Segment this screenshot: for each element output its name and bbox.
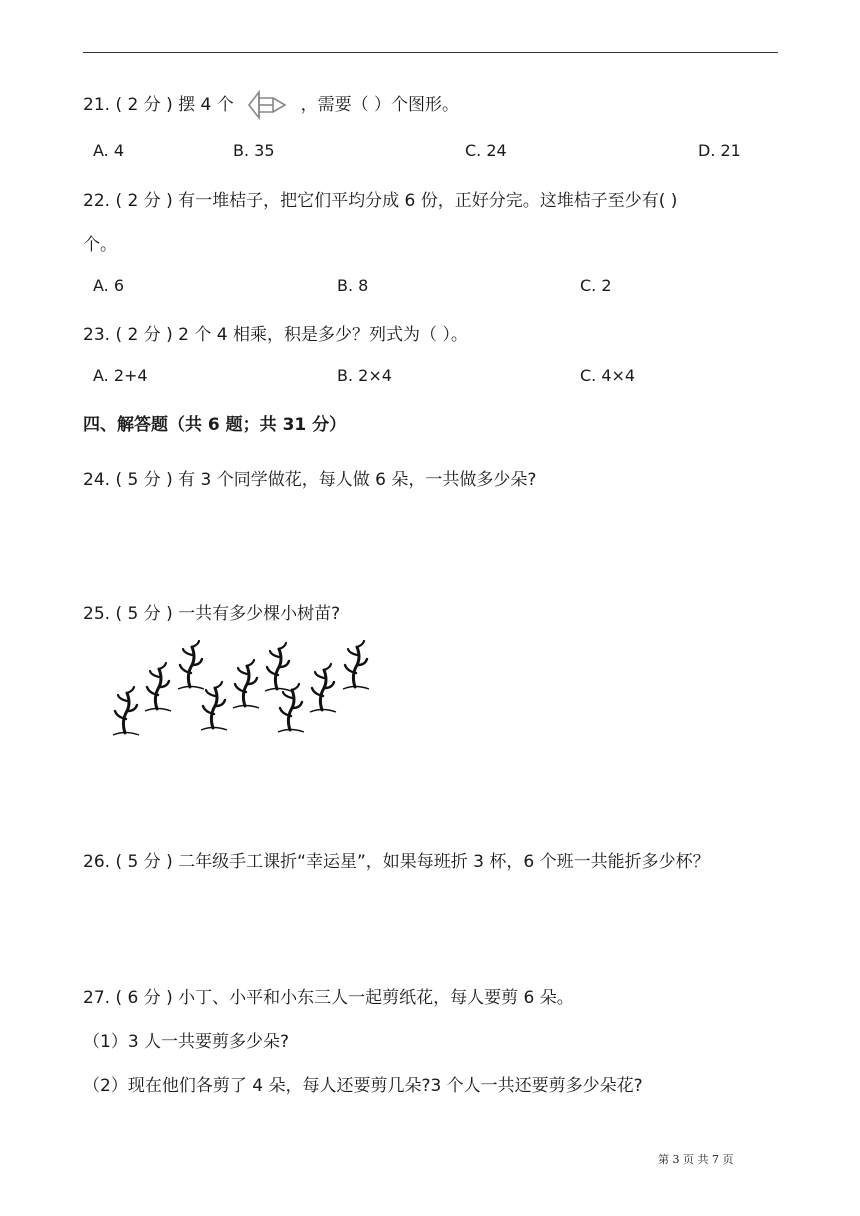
- question-25: 25. ( 5 分 ) 一共有多少棵小树苗?: [83, 604, 341, 624]
- seedling-5: [233, 660, 259, 708]
- question-27-sub1: （1）3 人一共要剪多少朵?: [83, 1032, 290, 1052]
- seedling-4: [201, 682, 227, 730]
- seedling-7: [278, 684, 304, 732]
- q23-option-a: A. 2+4: [93, 366, 148, 385]
- question-22-line2: 个。: [83, 235, 117, 255]
- seedlings-image: [105, 640, 385, 740]
- question-27: 27. ( 6 分 ) 小丁、小平和小东三人一起剪纸花，每人要剪 6 朵。: [83, 988, 574, 1008]
- question-21: [83, 88, 459, 122]
- header-rule: [83, 52, 778, 53]
- seedling-8: [310, 664, 336, 712]
- question-21-head: 21. ( 2 分 ) 摆 4 个: [83, 95, 234, 115]
- q22-option-c: C. 2: [580, 276, 612, 295]
- question-21-tail: ，需要（ ）个图形。: [300, 95, 459, 115]
- question-23: 23. ( 2 分 ) 2 个 4 相乘，积是多少？列式为（ ）。: [83, 325, 468, 345]
- question-22-line1: 22. ( 2 分 ) 有一堆桔子，把它们平均分成 6 份，正好分完。这堆桔子至少有( ): [83, 191, 678, 211]
- q21-option-d: D. 21: [698, 141, 741, 160]
- q21-option-c: C. 24: [465, 141, 507, 160]
- seedling-3: [178, 641, 204, 689]
- question-24: 24. ( 5 分 ) 有 3 个同学做花，每人做 6 朵，一共做多少朵?: [83, 470, 537, 490]
- stick-shape-icon: [243, 88, 291, 122]
- seedling-6: [265, 643, 291, 691]
- question-26: 26. ( 5 分 ) 二年级手工课折“幸运星”，如果每班折 3 杯，6 个班一共能折多少杯？: [83, 852, 710, 872]
- seedling-9: [343, 641, 369, 689]
- q23-option-c: C. 4×4: [580, 366, 636, 385]
- q22-option-a: A. 6: [93, 276, 125, 295]
- q22-option-b: B. 8: [337, 276, 369, 295]
- q23-option-b: B. 2×4: [337, 366, 392, 385]
- seedling-1: [113, 687, 139, 735]
- q21-option-b: B. 35: [233, 141, 275, 160]
- seedling-2: [145, 663, 171, 711]
- q21-option-a: A. 4: [93, 141, 125, 160]
- section-title: 四、解答题（共 6 题；共 31 分）: [83, 415, 347, 435]
- question-27-sub2: （2）现在他们各剪了 4 朵，每人还要剪几朵?3 个人一共还要剪多少朵花?: [83, 1076, 643, 1096]
- page-number: 第 3 页 共 7 页: [658, 1153, 734, 1166]
